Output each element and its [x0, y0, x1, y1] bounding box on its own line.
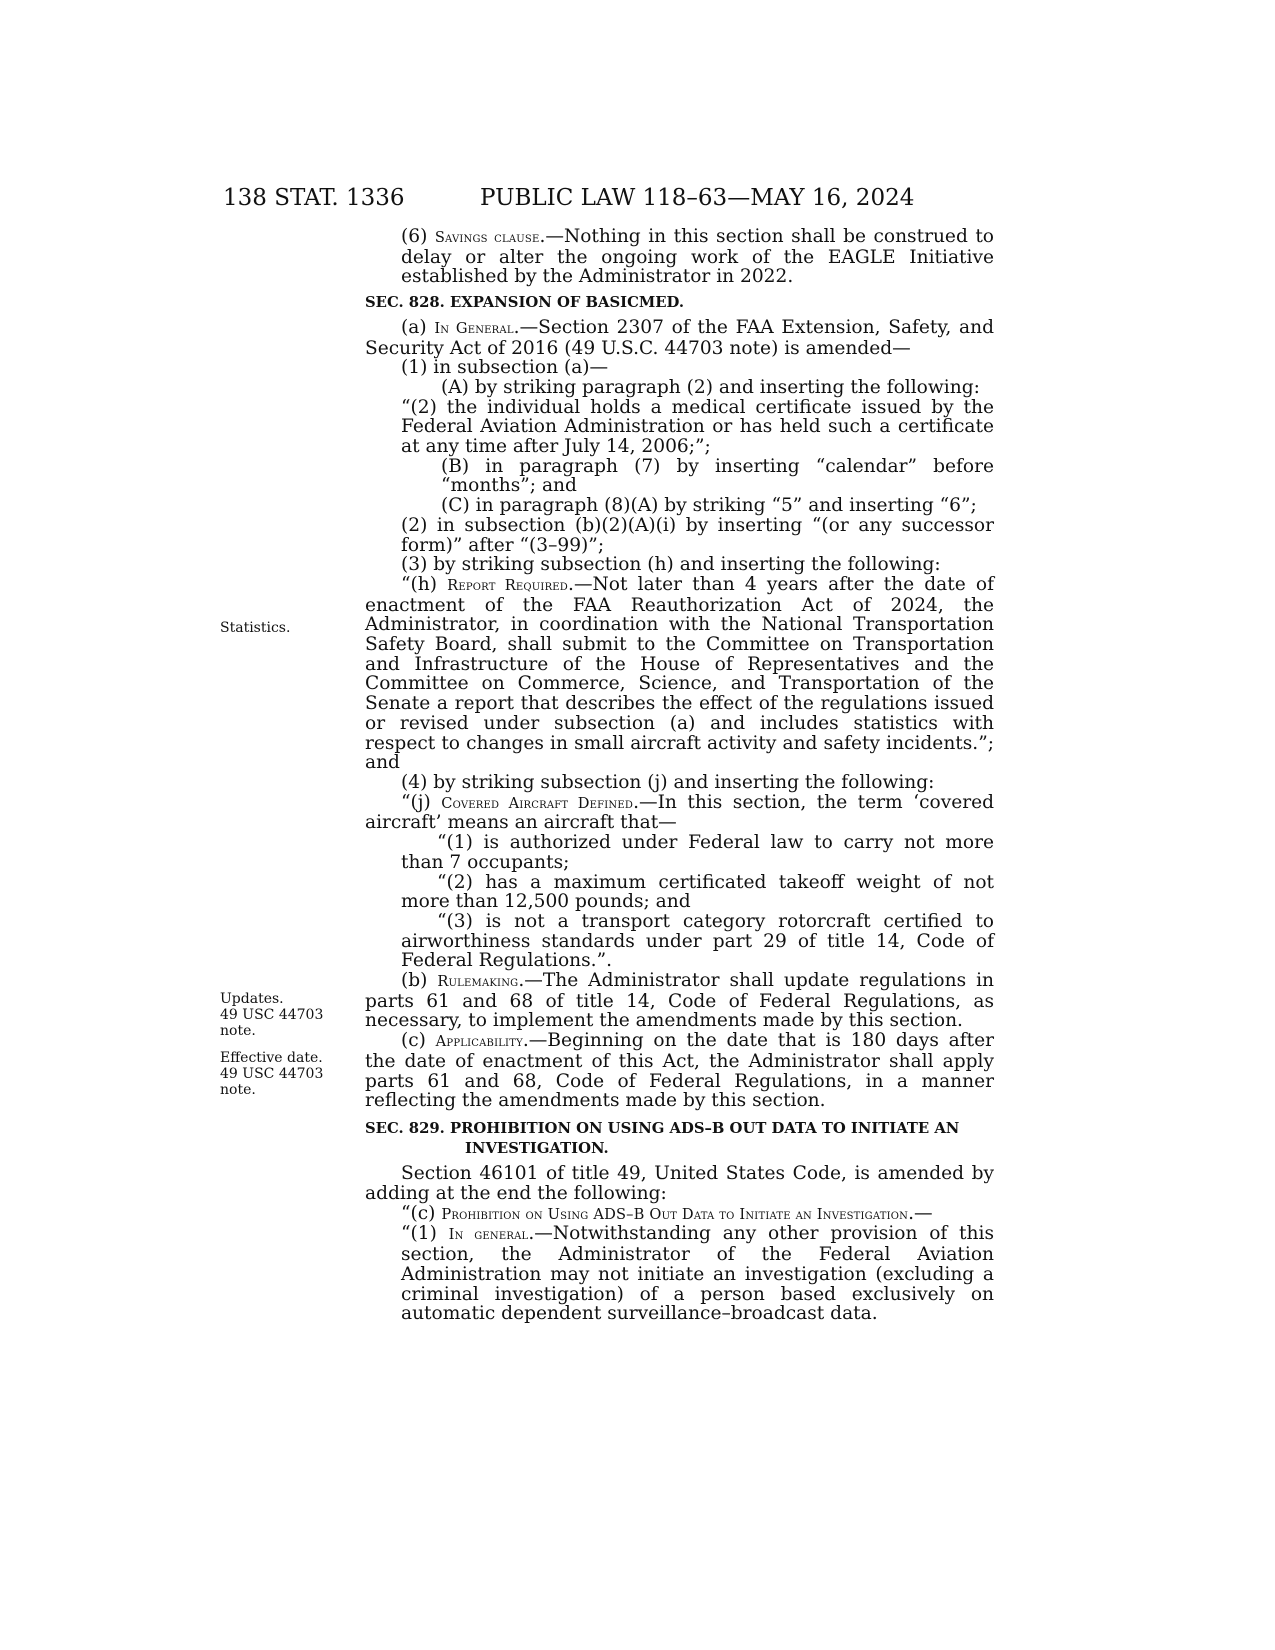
paragraph-a1: (1) in subsection (a)—	[401, 357, 609, 379]
subparagraph-a1C: (C) in paragraph (8)(A) by striking “5” and inserting “6”;	[441, 495, 977, 517]
section-829-subsection-c: “(c) Prohibition on Using ADS–B Out Data to Initiate an Investigation.—	[401, 1202, 933, 1224]
quoted-j-paragraph-1: “(1) is authorized under Federal law to carry not more than 7 occupants;	[401, 832, 994, 873]
subparagraph-a1B: (B) in paragraph (7) by inserting “calendar” before “months”; and	[441, 455, 994, 497]
section-829-paragraph-1: “(1) In general.—Notwithstanding any other provision of this section, the Administrator of the Federal Aviation Administration may not initiate an investigation (excluding a criminal investigation) of a person based exclusively on automatic dependent surveillance–broadcast data.	[401, 1223, 994, 1325]
quoted-subsection-j: “(j) Covered Aircraft Defined.—In this section, the term ‘covered aircraft’ means an aircraft that—	[365, 791, 994, 834]
page-header	[223, 185, 995, 215]
section-829-heading: SEC. 829. PROHIBITION ON USING ADS–B OUT DATA TO INITIATE AN INVESTIGATION.	[365, 1119, 960, 1157]
margin-note-effective-date: Effective date. 49 USC 44703 note.	[220, 1050, 324, 1098]
margin-note-updates: Updates. 49 USC 44703 note.	[220, 991, 324, 1039]
subsection-b: (b) Rulemaking.—The Administrator shall update regulations in parts 61 and 68 of title 14, Code of Federal Regulations, as necessary, to implement the amendments made by this section.	[365, 970, 994, 1032]
savings-clause-paragraph: (6) Savings clause.—Nothing in this section shall be construed to delay or alter the ongoing work of the EAGLE Initiative established by the Administrator in 2022.	[401, 226, 995, 288]
subsection-a: (a) In General.—Section 2307 of the FAA Extension, Safety, and Security Act of 2016 (49 U.S.C. 44703 note) is amended—	[365, 316, 995, 359]
paragraph-a3: (3) by striking subsection (h) and inserting the following:	[401, 554, 941, 576]
subsection-c: (c) Applicability.—Beginning on the date that is 180 days after the date of enactment of this Act, the Administrator shall apply parts 61 and 68, Code of Federal Regulations, in a manner reflecting the amendments made by this section.	[365, 1030, 994, 1112]
section-828-heading: SEC. 828. EXPANSION OF BASICMED.	[365, 294, 684, 312]
section-829-intro: Section 46101 of title 49, United States Code, is amended by adding at the end the following:	[365, 1163, 994, 1205]
margin-note-statistics: Statistics.	[220, 620, 291, 636]
paragraph-a4: (4) by striking subsection (j) and inserting the following:	[401, 771, 935, 793]
quoted-paragraph-2: “(2) the individual holds a medical certificate issued by the Federal Aviation Administration or has held such a certificate at any time after July 14, 2006;”;	[401, 396, 994, 458]
public-law-reference: PUBLIC LAW 118–63—MAY 16, 2024	[480, 185, 915, 211]
statute-page-reference: 138 STAT. 1336	[223, 185, 405, 211]
quoted-j-paragraph-3: “(3) is not a transport category rotorcraft certified to airworthiness standards under part 29 of title 14, Code of Federal Regulations.”.	[401, 910, 994, 972]
subparagraph-a1A: (A) by striking paragraph (2) and inserting the following:	[441, 376, 980, 398]
document-body	[365, 227, 994, 1324]
paragraph-a2: (2) in subsection (b)(2)(A)(i) by inserting “(or any successor form)” after “(3–99)”;	[401, 514, 994, 556]
quoted-subsection-h: “(h) Report Required.—Not later than 4 years after the date of enactment of the FAA Reauthorization Act of 2024, the Administrator, in coordination with the National Transportation Safety Board, shall submit to the Committee on Transportation and Infrastructure of the House of Representatives and the Committee on Commerce, Science, and Transportation of the Senate a report that describes the effect of the regulations issued or revised under subsection (a) and includes statistics with respect to changes in small aircraft activity and safety incidents.”; and	[365, 573, 994, 774]
quoted-j-paragraph-2: “(2) has a maximum certificated takeoff weight of not more than 12,500 pounds; and	[401, 871, 994, 913]
